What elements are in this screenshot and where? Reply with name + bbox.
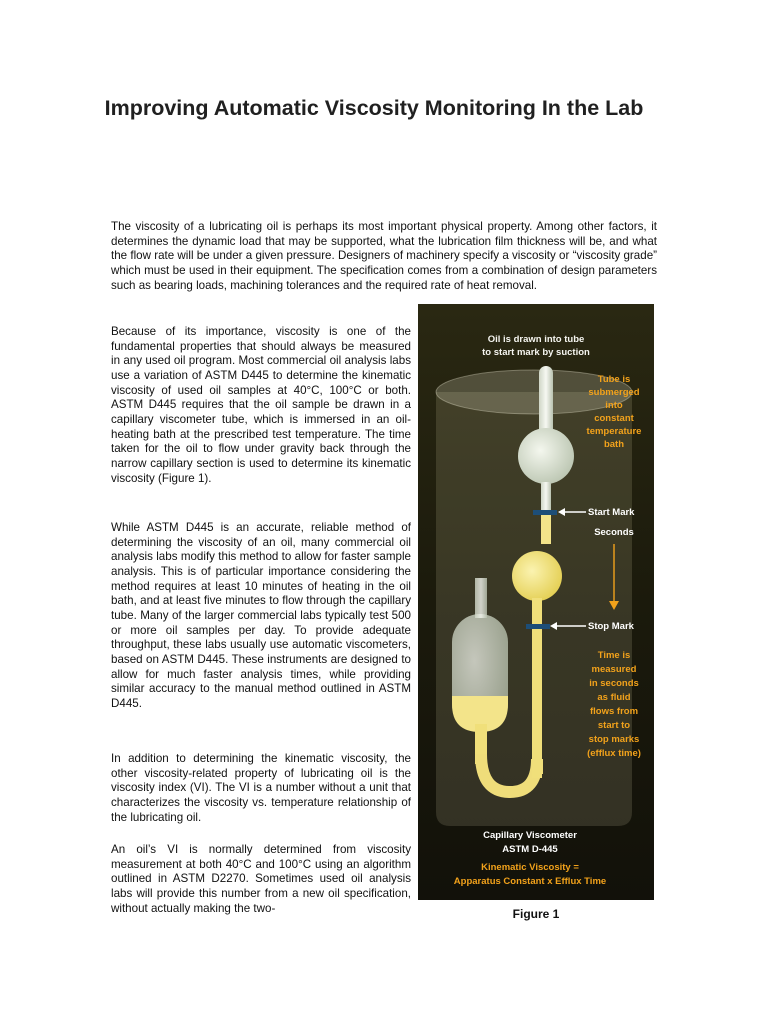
label-sub-6: bath <box>603 439 625 450</box>
page-title: Improving Automatic Viscosity Monitoring In the Lab <box>104 96 644 120</box>
label-start-mark: Start Mark <box>588 507 635 518</box>
intro-paragraph: The viscosity of a lubricating oil is perhaps its most important physical property. Among other factors, it determines the dynamic load that may be supported, what the lubrication film thickness will be, and what the flow rate will be under a given pressure. Designers of machinery specify a viscosity or “viscosity grade” which must be used in their equipment. The specification comes from a combination of design parameters such as bearing loads, machining tolerances and the required rate of heat removal. <box>111 220 657 292</box>
label-bottom-1: Capillary Viscometer <box>483 830 577 841</box>
label-top-2: to start mark by suction <box>482 347 590 358</box>
label-sub-5: temperature <box>586 426 642 437</box>
label-time-8: (efflux time) <box>587 748 641 759</box>
label-sub-4: constant <box>594 413 634 424</box>
label-time-2: measured <box>591 664 637 675</box>
label-sub-3: into <box>605 400 623 411</box>
label-time-3: in seconds <box>589 678 639 689</box>
body-paragraph-4: An oil’s VI is normally determined from viscosity measurement at both 40°C and 100°C using an algorithm outlined in ASTM D2270. Sometimes used oil analysis labs will provide this number from a new oil specification, without actually making the two- <box>111 843 411 915</box>
label-formula-1: Kinematic Viscosity = <box>481 862 579 873</box>
label-sub-2: submerged <box>588 387 640 398</box>
label-seconds: Seconds <box>594 527 634 538</box>
label-time-1: Time is <box>597 650 631 661</box>
label-time-4: as fluid <box>597 692 631 703</box>
label-bottom-2: ASTM D-445 <box>502 844 558 855</box>
label-sub-1: Tube is <box>597 374 631 385</box>
stop-mark-band <box>526 624 550 629</box>
viscometer-diagram <box>418 304 654 900</box>
label-formula-2: Apparatus Constant x Efflux Time <box>453 876 607 887</box>
label-time-5: flows from <box>589 706 639 717</box>
body-paragraph-3: In addition to determining the kinematic viscosity, the other viscosity-related property of lubricating oil is the viscosity index (VI). The VI is a number without a unit that characterizes the viscosity vs. temperature relationship of the lubricating oil. <box>111 752 411 824</box>
body-paragraph-1: Because of its importance, viscosity is one of the fundamental properties that should always be measured in any used oil program. Most commercial oil analysis labs use a variation of ASTM D445 to determine the kinematic viscosity of used oil samples at 40°C, 100°C or both. ASTM D445 requires that the oil sample be drawn in a capillary viscometer tube, which is immersed in an oil-heating bath at the prescribed test temperature. The time taken for the oil to flow under gravity back through the narrow capillary section is used to determine its kinematic viscosity (Figure 1). <box>111 325 411 485</box>
label-time-6: start to <box>597 720 631 731</box>
figure-caption: Figure 1 <box>512 907 560 921</box>
start-mark-band <box>533 510 557 515</box>
viscometer-figure <box>418 304 654 900</box>
body-paragraph-2: While ASTM D445 is an accurate, reliable method of determining the viscosity of an oil, many commercial oil analysis labs modify this method to allow for faster sample analysis. This is of particular importance considering the method requires at least 10 minutes of heating in the oil bath, and at least five minutes to flow through the capillary tube. Many of the larger commercial labs typically test 500 or more oil samples per day. To provide adequate throughput, these labs usually use automatic viscometers, based on ASTM D445. These instruments are designed to allow for much faster analysis times, while providing similar accuracy to the manual method outlined in ASTM D445. <box>111 521 411 710</box>
label-time-7: stop marks <box>588 734 640 745</box>
label-stop-mark: Stop Mark <box>588 621 634 632</box>
label-top-1: Oil is drawn into tube <box>487 334 585 345</box>
